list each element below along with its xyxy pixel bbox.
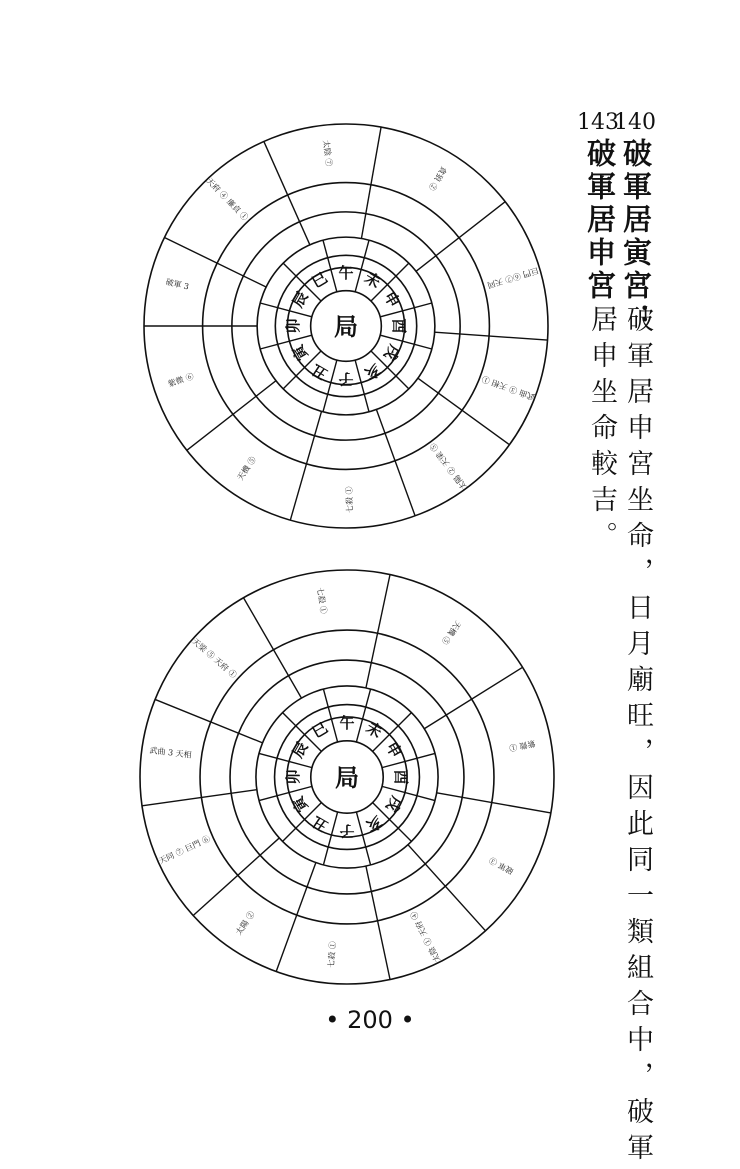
palace-star-label: 天機 ⑤: [235, 455, 258, 483]
palace-star-label: 貪狼 ②: [426, 164, 449, 193]
outer-spoke: [437, 793, 551, 813]
chart-svg: [141, 121, 551, 531]
branch-label: 辰: [288, 738, 312, 761]
branch-label: 戌: [380, 341, 404, 364]
section-number-143: 143: [577, 110, 619, 135]
branch-label: 未: [361, 268, 384, 292]
outer-spoke: [244, 598, 302, 698]
outer-spoke: [424, 667, 522, 728]
section-body-140: 破軍居申宮坐命，日月廟旺，因此同一類組合中，破軍: [622, 305, 653, 1169]
outer-spoke: [276, 863, 316, 972]
outer-spoke: [416, 202, 505, 272]
branch-label: 巳: [308, 718, 331, 742]
palace-star-label: 太陽 ② 天梁 ⑤: [428, 441, 469, 492]
branch-label: 酉: [392, 769, 411, 785]
palace-star-label: 太陰 ① 天府 ④: [408, 909, 443, 964]
palace-star-label: 天機 ⑤: [439, 619, 463, 647]
palace-star-label: 天梁 ⑤ 天府 ①: [190, 636, 239, 680]
outer-spoke: [142, 790, 257, 806]
branch-label: 申: [382, 738, 406, 761]
palace-star-label: 破軍 3: [164, 277, 190, 292]
section-heading-140: 破軍居寅宮：: [619, 138, 653, 336]
palace-star-label: 天同 ⑦ 巨門 ⑥: [157, 834, 212, 866]
palace-star-label: 太陰 ⑦: [321, 139, 334, 167]
palace-star-label: 七殺 ①: [344, 486, 355, 514]
branch-label: 亥: [363, 812, 386, 836]
palace-star-label: 破軍 ③: [487, 855, 516, 876]
branch-label: 午: [338, 264, 354, 283]
branch-label: 巳: [308, 268, 331, 292]
chart-center-label: 局: [335, 763, 359, 792]
palace-star-label: 七殺 ①: [326, 940, 338, 968]
palace-star-label: 武曲 3 天相: [149, 745, 193, 760]
branch-label: 寅: [288, 793, 312, 816]
astrology-chart-bottom: [137, 567, 557, 987]
branch-label: 丑: [308, 360, 331, 384]
branch-label: 申: [380, 288, 404, 311]
branch-label: 酉: [389, 318, 408, 334]
palace-star-label: 七殺 ①: [315, 586, 329, 615]
outer-spoke: [193, 838, 279, 916]
page-number: • 200 •: [325, 1006, 415, 1034]
palace-star-label: 天府 ④ 廉貞 ①: [204, 176, 250, 223]
branch-label: 丑: [308, 812, 331, 836]
section-heading-143: 破軍居申宮: [583, 138, 617, 303]
section-body-143: 居申坐命較吉。: [586, 305, 617, 557]
astrology-chart-top: [141, 121, 551, 531]
chart-center-label: 局: [334, 312, 358, 341]
branch-label: 亥: [361, 360, 384, 384]
branch-label: 辰: [288, 288, 312, 311]
palace-star-label: 紫微 ⑥: [166, 371, 195, 389]
palace-star-label: 武曲 ③ 天相 ①: [480, 374, 537, 402]
branch-label: 子: [338, 369, 354, 388]
outer-spoke: [361, 127, 381, 238]
branch-label: 卯: [283, 769, 302, 785]
outer-spoke: [435, 332, 548, 340]
palace-star-label: 太陽 ②: [234, 909, 257, 937]
chart-svg: [137, 567, 557, 987]
outer-spoke: [376, 410, 415, 516]
outer-spoke: [187, 381, 276, 451]
branch-label: 寅: [288, 341, 312, 364]
section-number-140: 140: [614, 110, 656, 135]
palace-star-label: 紫微 ①: [508, 738, 537, 753]
branch-label: 午: [339, 713, 355, 732]
branch-label: 戌: [382, 793, 406, 816]
outer-spoke: [155, 699, 262, 742]
branch-label: 卯: [284, 318, 303, 334]
palace-star-label: 巨門 ⑥⑦ 天同: [486, 265, 540, 290]
branch-label: 未: [363, 718, 386, 742]
branch-label: 子: [339, 822, 355, 841]
